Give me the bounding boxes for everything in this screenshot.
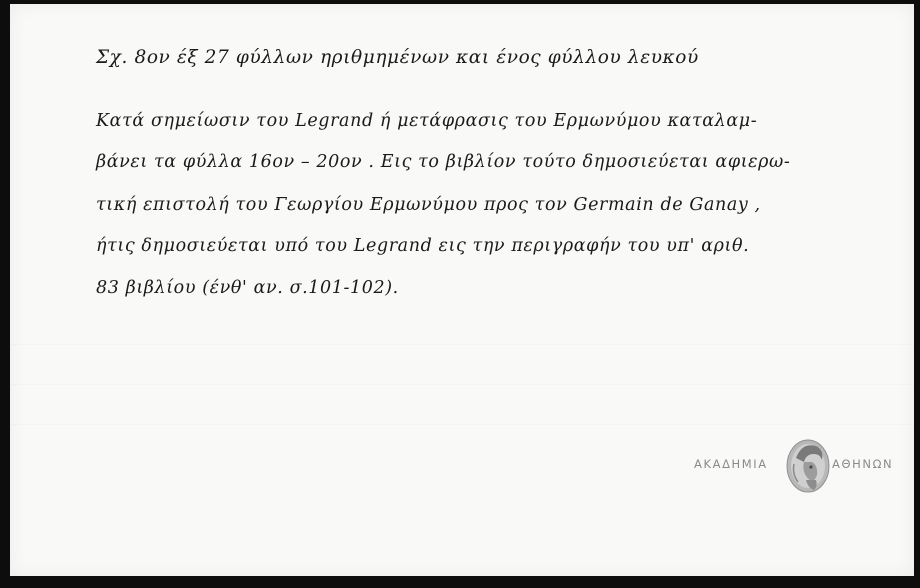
- body-line-4: ήτις δημοσιεύεται υπό του Legrand εις την περιγραφήν του υπ' αριθ.: [96, 236, 750, 256]
- athena-head-seal-icon: [784, 436, 832, 494]
- body-line-3: τική επιστολή του Γεωργίου Ερμωνύμου προς τον Germain de Ganay ,: [96, 195, 761, 215]
- card-heading: Σχ. 8ον έξ 27 φύλλων ηριθμημένων και ένος φύλλου λευκού: [96, 47, 699, 68]
- academy-stamp: [694, 436, 914, 496]
- body-line-1: Κατά σημείωσιν του Legrand ή μετάφρασις του Ερμωνύμου καταλαμ-: [96, 111, 758, 131]
- bleed-through-line: [10, 344, 914, 345]
- bleed-through-line: [10, 384, 914, 385]
- body-line-2: βάνει τα φύλλα 16ον – 20ον . Εις το βιβλίον τούτο δημοσιεύεται αφιερω-: [96, 152, 791, 172]
- stamp-left-text: ΑΚΑΔΗΜΙΑ: [694, 457, 768, 471]
- stamp-right-text: ΑΘΗΝΩΝ: [832, 457, 894, 471]
- bleed-through-line: [10, 424, 914, 425]
- body-line-5: 83 βιβλίου (ένθ' αν. σ.101-102).: [96, 278, 399, 298]
